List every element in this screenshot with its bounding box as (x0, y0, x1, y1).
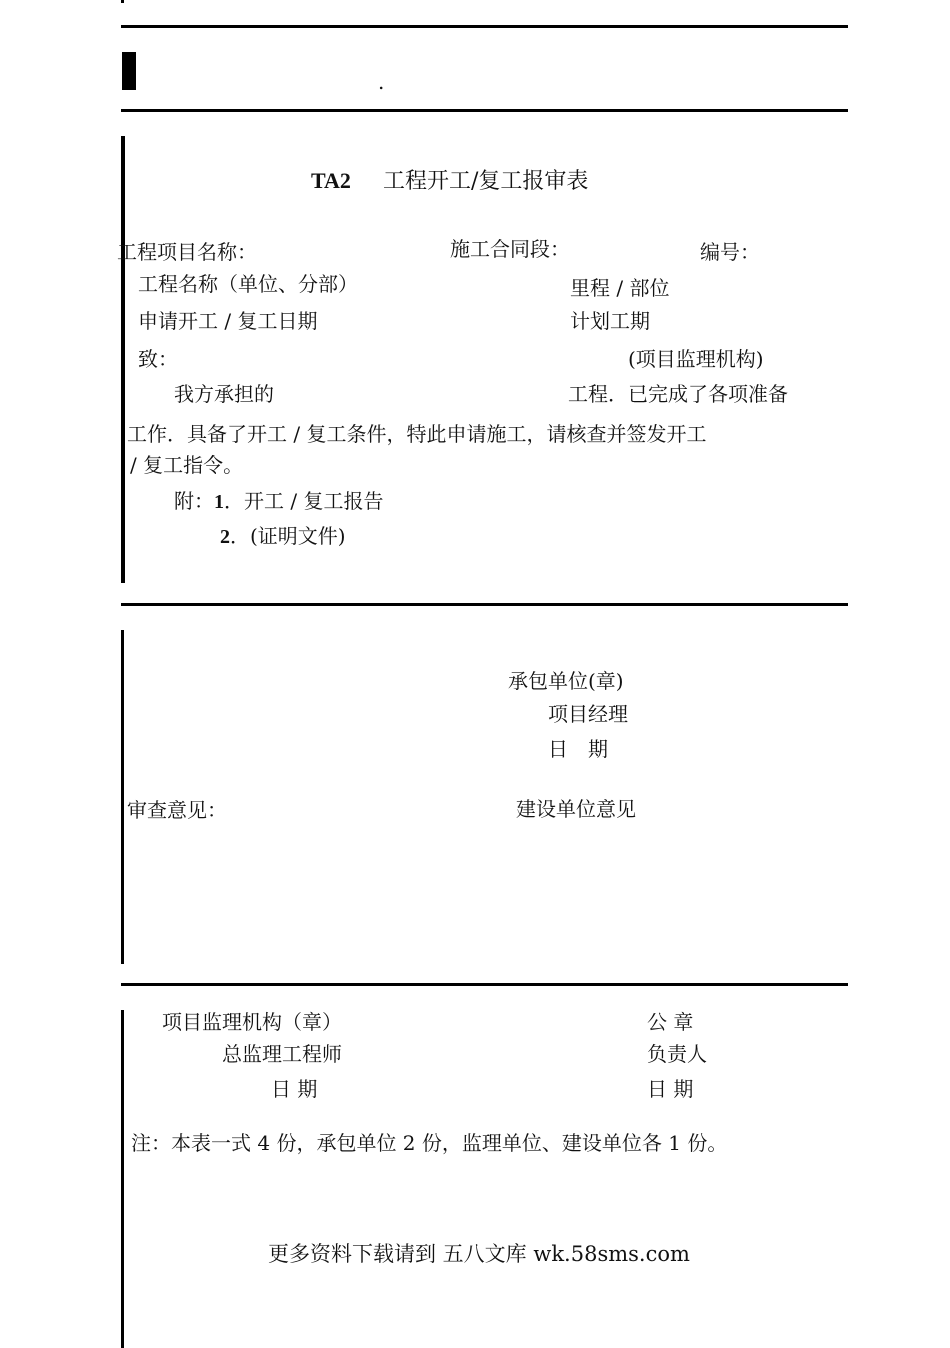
contractor-date-label: 日 期 (548, 737, 608, 761)
footer-download-link[interactable]: 更多资料下载请到 五八文库 wk.58sms.com (268, 1242, 690, 1266)
attach2-num: 2 (220, 526, 230, 548)
left-border-section1 (121, 136, 125, 583)
public-seal-label: 公 章 (647, 1010, 694, 1034)
body-line1-b: 工程．已完成了各项准备 (568, 382, 788, 406)
number-label: 编号： (700, 240, 760, 264)
responsible-label: 负责人 (647, 1042, 707, 1066)
divider-section2 (121, 983, 848, 986)
contract-section-label: 施工合同段： (450, 237, 570, 261)
project-manager-label: 项目经理 (548, 702, 628, 726)
top-edge-mark (121, 0, 124, 3)
work-name-label: 工程名称（单位、分部） (138, 272, 358, 296)
mileage-label: 里程 / 部位 (570, 276, 670, 300)
attach1-text: ．开工 / 复工报告 (224, 489, 384, 513)
form-title (311, 168, 588, 195)
chief-engineer-label: 总监理工程师 (222, 1042, 342, 1066)
form-title-text: 工程开工/复工报审表 (382, 169, 589, 194)
to-label: 致： (138, 347, 178, 371)
project-name-label: 工程项目名称： (117, 240, 257, 264)
left-border-section3 (121, 1010, 124, 1348)
contractor-unit-seal: 承包单位(章) (508, 669, 624, 693)
apply-date-label: 申请开工 / 复工日期 (138, 309, 318, 333)
attachment-2 (220, 524, 346, 549)
body-line1-a: 我方承担的 (174, 382, 274, 406)
supervisor-date-label: 日 期 (271, 1077, 318, 1101)
form-note: 注：本表一式 4 份，承包单位 2 份，监理单位、建设单位各 1 份。 (131, 1131, 728, 1155)
left-border-section2 (121, 630, 124, 964)
divider-top (121, 25, 848, 28)
header-dot: . (378, 70, 385, 94)
supervisor-org-label: (项目监理机构) (628, 347, 764, 371)
supervisor-seal-label: 项目监理机构（章） (162, 1010, 342, 1034)
attach1-num: 1 (214, 491, 224, 513)
owner-date-label: 日 期 (647, 1077, 694, 1101)
attach-prefix: 附： (174, 489, 214, 513)
body-line3: / 复工指令。 (130, 453, 244, 477)
review-opinion-label: 审查意见： (127, 798, 227, 822)
attach2-text: ．(证明文件) (230, 524, 346, 548)
divider-header (121, 109, 848, 112)
attachment-1 (174, 489, 383, 514)
form-code: TA2 (311, 168, 351, 193)
black-block (122, 52, 136, 90)
body-line2: 工作．具备了开工 / 复工条件，特此申请施工，请核查并签发开工 (127, 422, 707, 446)
plan-period-label: 计划工期 (570, 309, 650, 333)
divider-section1 (121, 603, 848, 606)
owner-opinion-label: 建设单位意见 (516, 797, 636, 821)
